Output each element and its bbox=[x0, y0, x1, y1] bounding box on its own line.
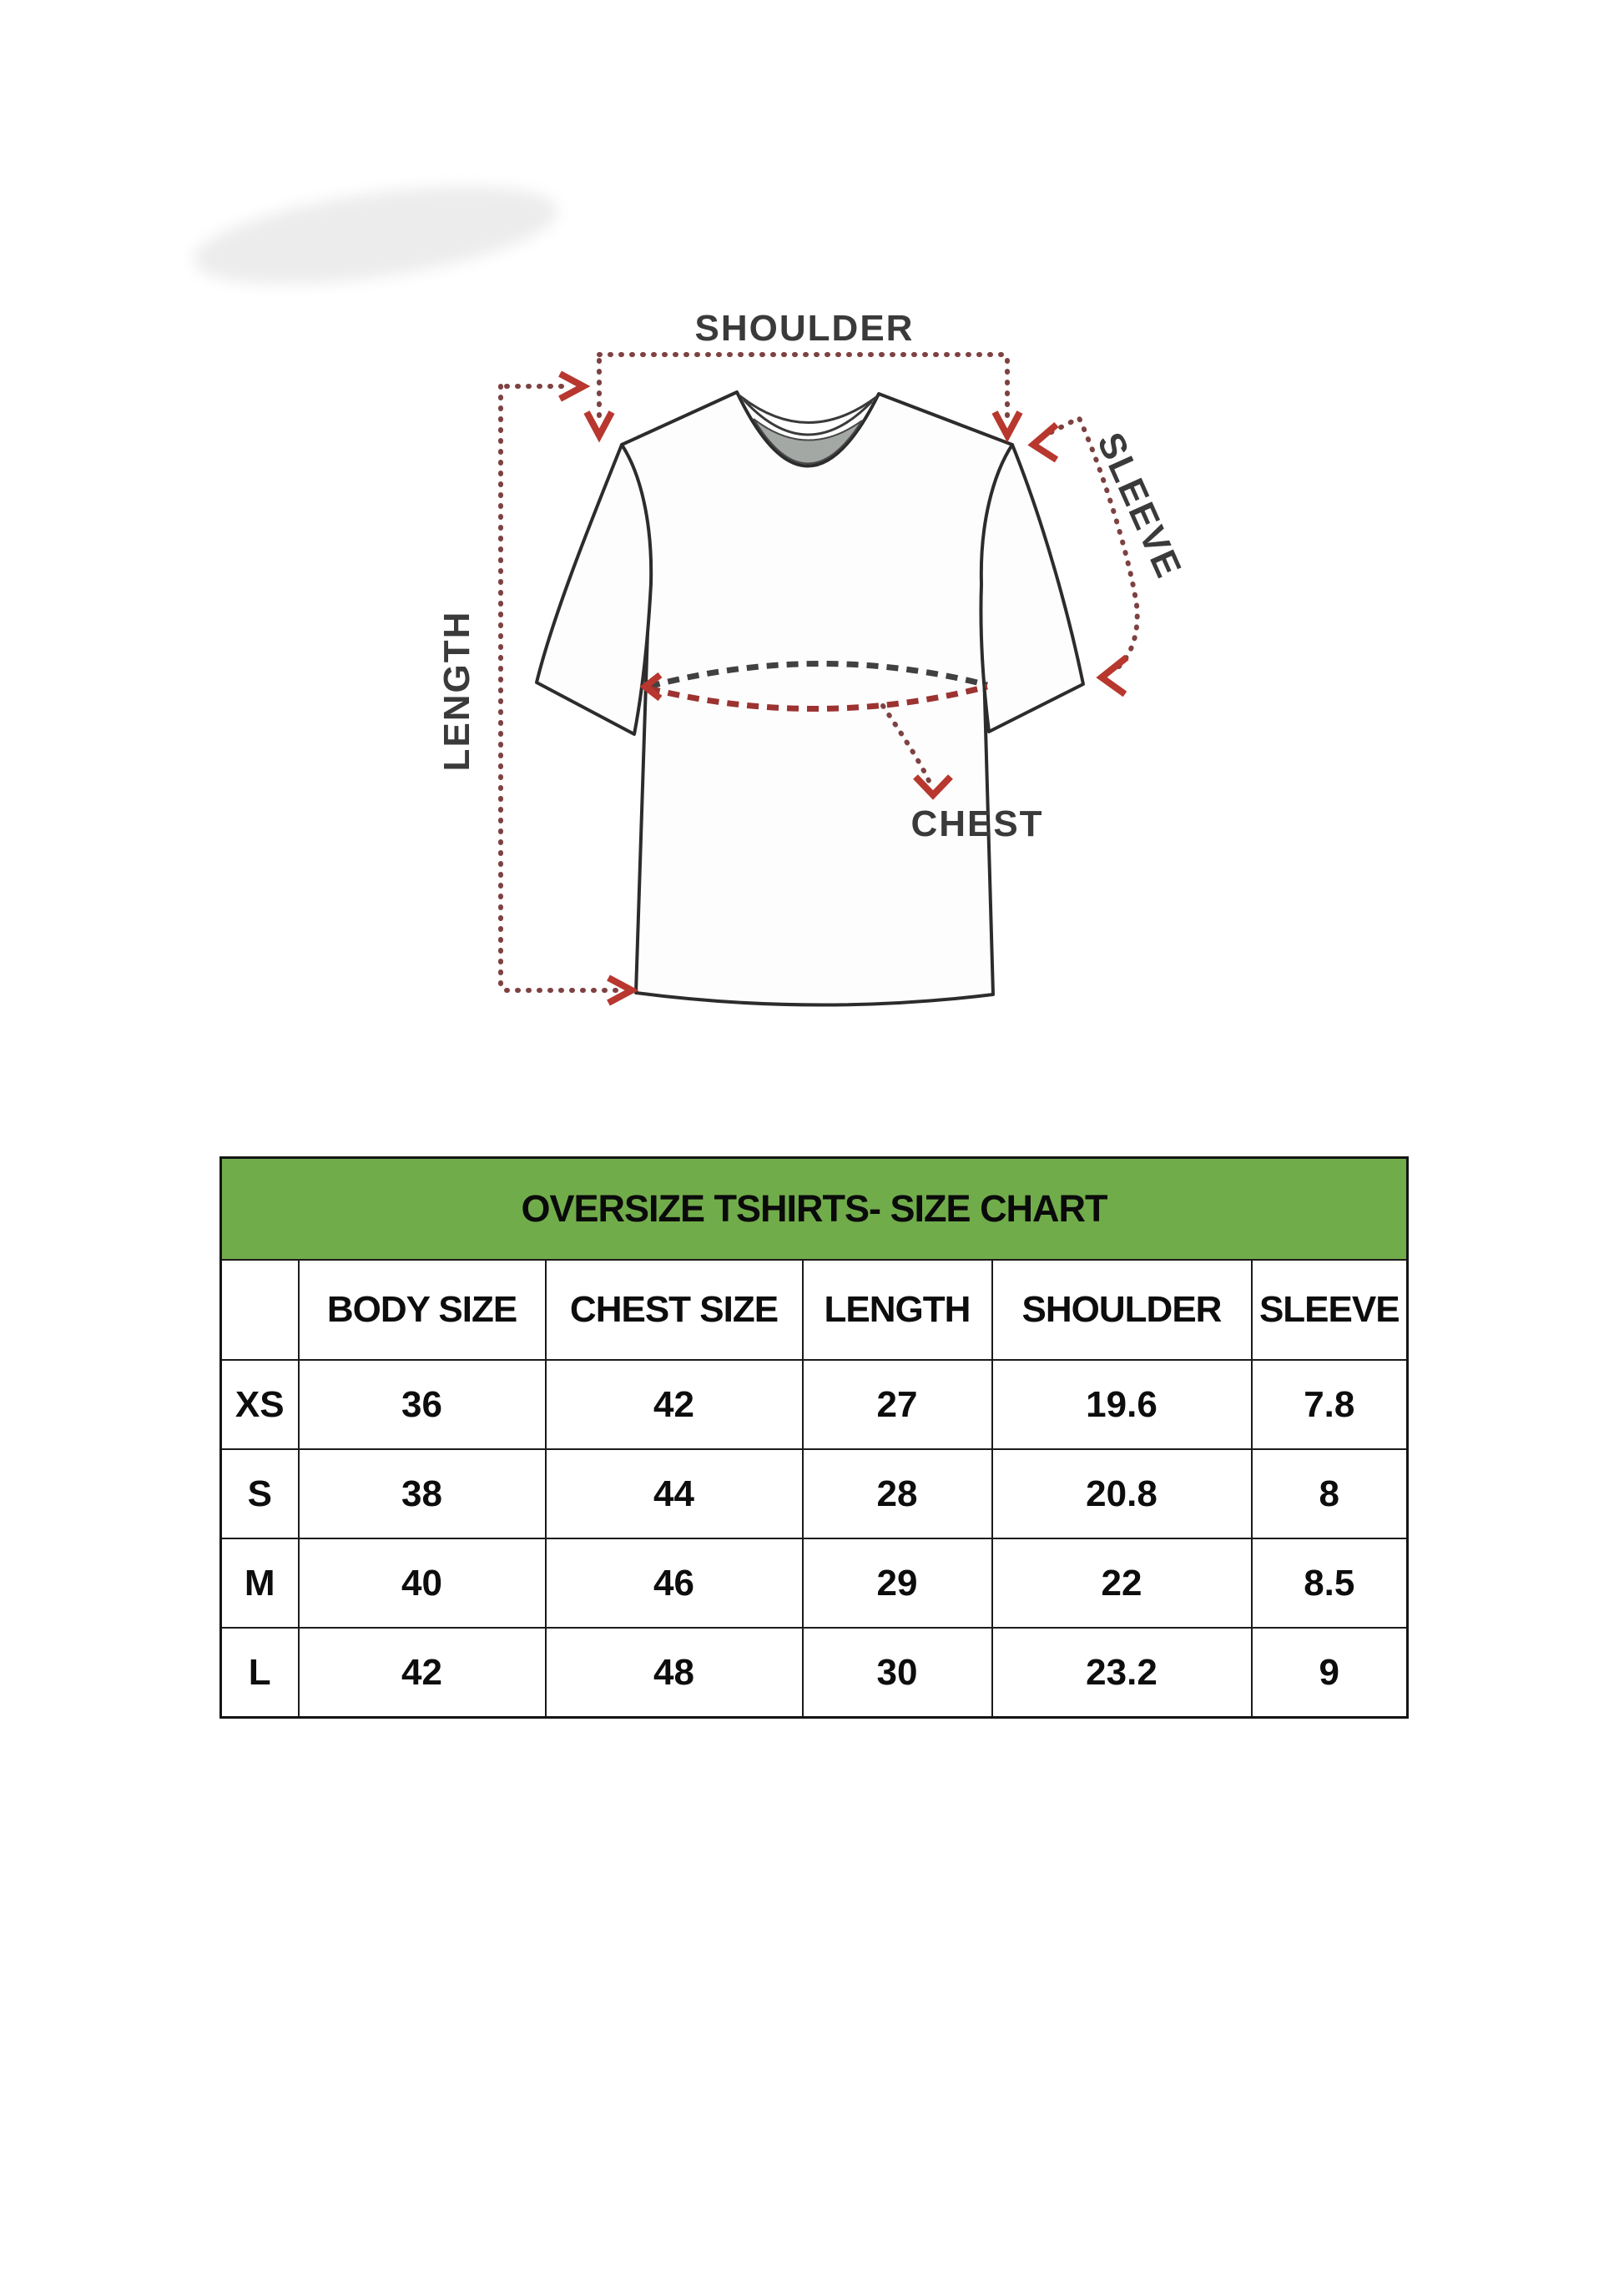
value-cell: 8 bbox=[1252, 1449, 1408, 1538]
header-cell-sleeve: SLEEVE bbox=[1252, 1260, 1408, 1360]
size-cell: XS bbox=[221, 1360, 299, 1449]
size-chart-table bbox=[219, 1156, 1409, 1719]
shoulder-label: SHOULDER bbox=[694, 308, 915, 349]
table-header-row bbox=[221, 1260, 1408, 1360]
value-cell: 36 bbox=[299, 1360, 546, 1449]
shoulder-measurement bbox=[599, 355, 1007, 419]
header-cell-length: LENGTH bbox=[803, 1260, 992, 1360]
size-cell: M bbox=[221, 1538, 299, 1628]
value-cell: 40 bbox=[299, 1538, 546, 1628]
header-cell-body-size: BODY SIZE bbox=[299, 1260, 546, 1360]
value-cell: 42 bbox=[546, 1360, 803, 1449]
value-cell: 44 bbox=[546, 1449, 803, 1538]
tshirt-right-sleeve bbox=[981, 445, 1083, 732]
value-cell: 19.6 bbox=[992, 1360, 1252, 1449]
value-cell: 9 bbox=[1252, 1628, 1408, 1718]
value-cell: 20.8 bbox=[992, 1449, 1252, 1538]
value-cell: 28 bbox=[803, 1449, 992, 1538]
tshirt-left-sleeve bbox=[537, 445, 651, 734]
value-cell: 29 bbox=[803, 1538, 992, 1628]
length-label: LENGTH bbox=[436, 610, 477, 772]
table-row-s bbox=[221, 1449, 1408, 1538]
size-cell: S bbox=[221, 1449, 299, 1538]
background-shadow-blob bbox=[188, 169, 563, 302]
value-cell: 46 bbox=[546, 1538, 803, 1628]
header-cell-empty bbox=[221, 1260, 299, 1360]
table-row-xs bbox=[221, 1360, 1408, 1449]
value-cell: 7.8 bbox=[1252, 1360, 1408, 1449]
value-cell: 42 bbox=[299, 1628, 546, 1718]
table-title: OVERSIZE TSHIRTS- SIZE CHART bbox=[221, 1158, 1408, 1261]
value-cell: 22 bbox=[992, 1538, 1252, 1628]
table-title-row bbox=[221, 1158, 1408, 1261]
sleeve-label: SLEEVE bbox=[1089, 426, 1190, 585]
table-row-l bbox=[221, 1628, 1408, 1718]
value-cell: 48 bbox=[546, 1628, 803, 1718]
header-cell-shoulder: SHOULDER bbox=[992, 1260, 1252, 1360]
size-cell: L bbox=[221, 1628, 299, 1718]
value-cell: 8.5 bbox=[1252, 1538, 1408, 1628]
table-row-m bbox=[221, 1538, 1408, 1628]
value-cell: 27 bbox=[803, 1360, 992, 1449]
value-cell: 38 bbox=[299, 1449, 546, 1538]
tshirt-body-outline bbox=[622, 392, 1012, 1005]
value-cell: 30 bbox=[803, 1628, 992, 1718]
chest-label: CHEST bbox=[910, 803, 1044, 844]
header-cell-chest-size: CHEST SIZE bbox=[546, 1260, 803, 1360]
value-cell: 23.2 bbox=[992, 1628, 1252, 1718]
